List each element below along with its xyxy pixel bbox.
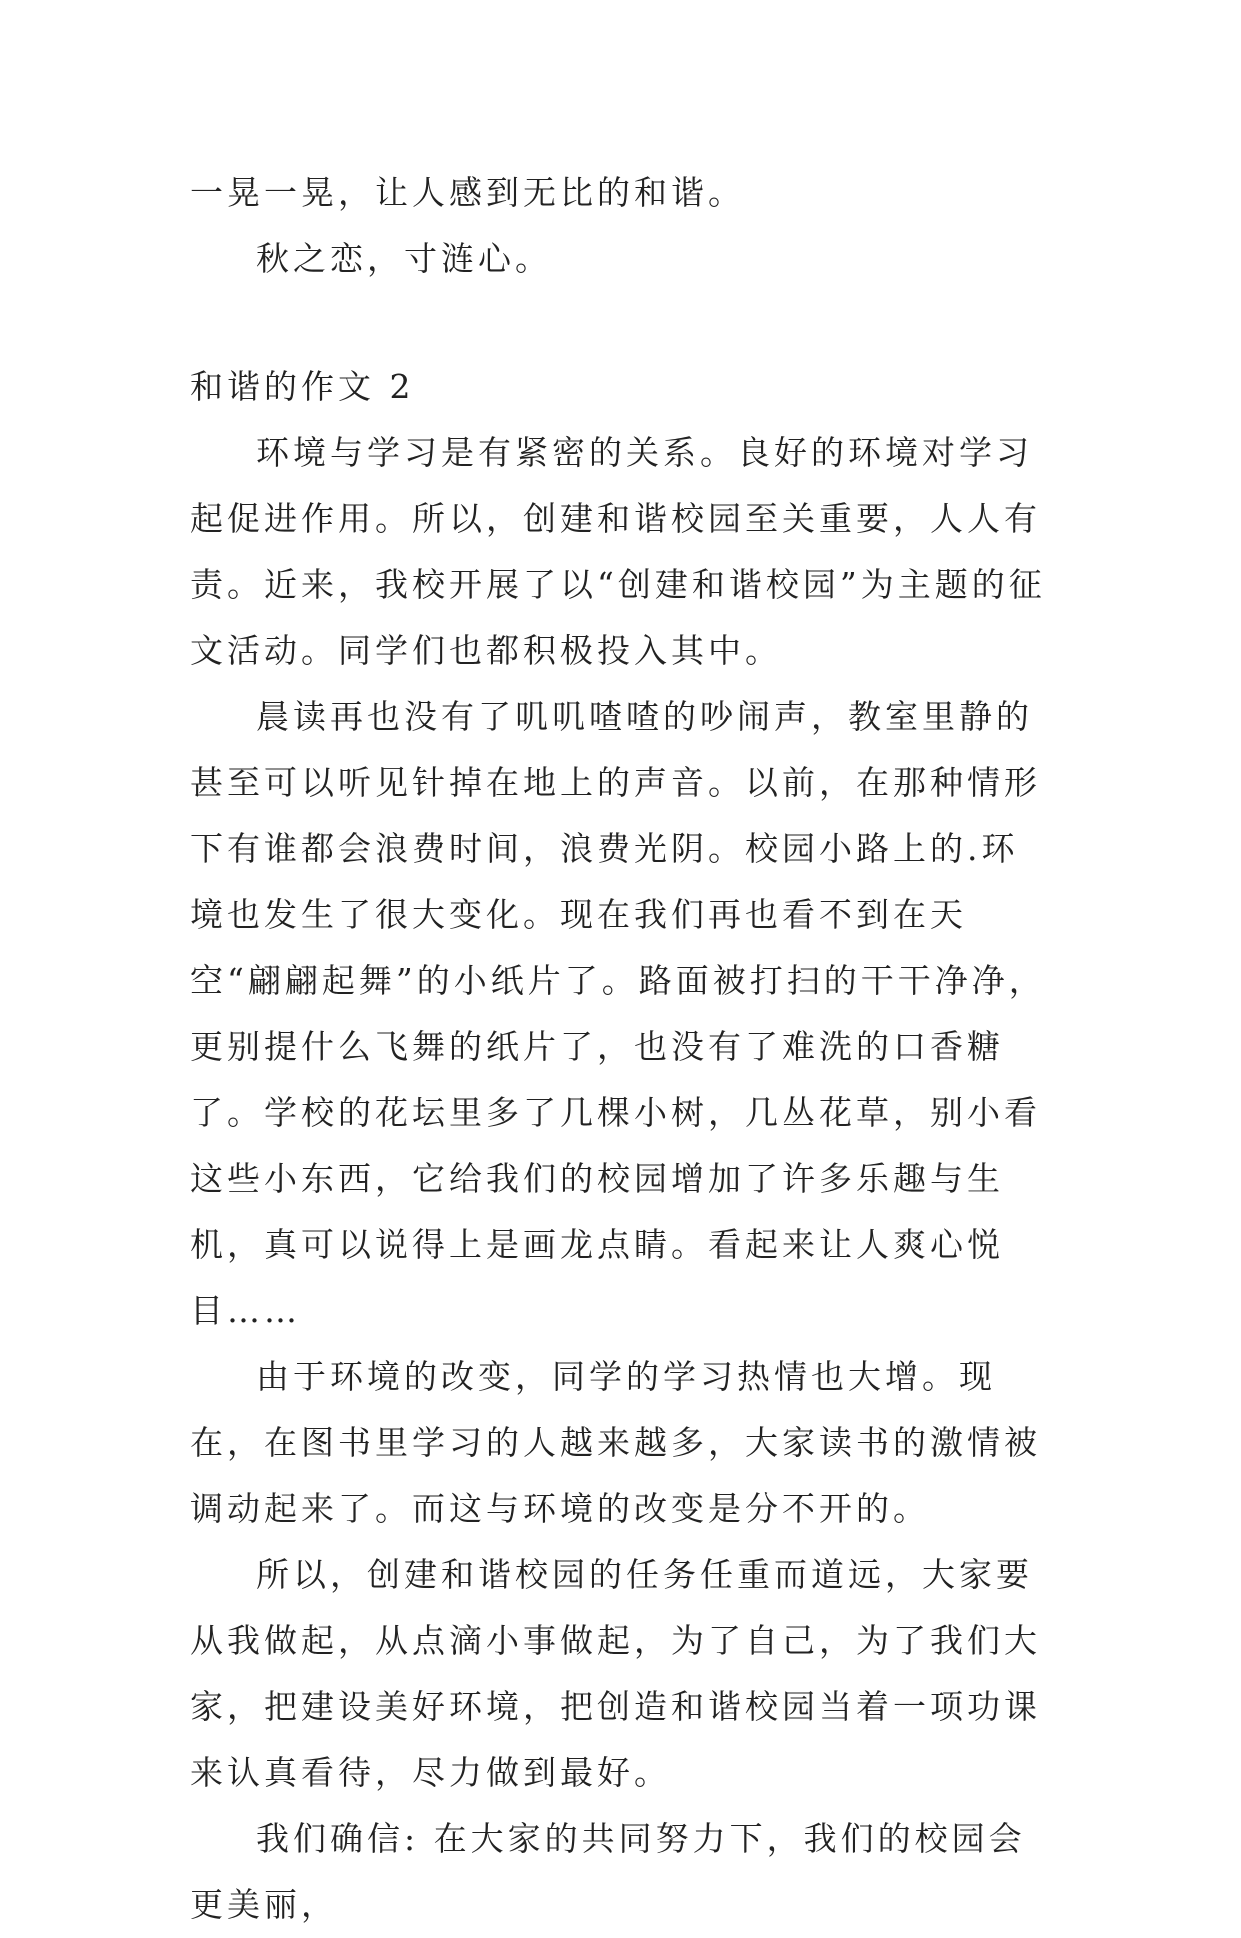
paragraph: 由于环境的改变，同学的学习热情也大增。现在，在图书里学习的人越来越多，大家读书的激情被调动起来了。而这与环境的改变是分不开的。 (190, 1357, 1041, 1528)
paragraph: 所以，创建和谐校园的任务任重而道远，大家要从我做起，从点滴小事做起，为了自己，为了我们大家，把建设美好环境，把创造和谐校园当着一项功课来认真看待，尽力做到最好。 (190, 1555, 1041, 1792)
document-body (190, 160, 1050, 1938)
section-title: 和谐的作文 2 (190, 367, 415, 406)
paragraph: 环境与学习是有紧密的关系。良好的环境对学习起促进作用。所以，创建和谐校园至关重要，人人有责。近来，我校开展了以“创建和谐校园”为主题的征文活动。同学们也都积极投入其中。 (190, 433, 1046, 670)
paragraph: 我们确信: 在大家的共同努力下，我们的校园会更美丽， (190, 1819, 1026, 1924)
paragraph: 晨读再也没有了叽叽喳喳的吵闹声，教室里静的甚至可以听见针掉在地上的声音。以前，在那种情形下有谁都会浪费时间，浪费光阴。校园小路上的.环境也发生了很大变化。现在我们再也看不到在天空“翩翩起舞”的小纸片了。路面被打扫的干干净净，更别提什么飞舞的纸片了，也没有了难洗的口香糖了。学校的花坛里多了几棵小树，几丛花草，别小看这些小东西，它给我们的校园增加了许多乐趣与生机，真可以说得上是画龙点睛。看起来让人爽心悦目…… (190, 697, 1046, 1330)
intro-line: 一晃一晃，让人感到无比的和谐。 (190, 173, 745, 212)
intro-line: 秋之恋，寸涟心。 (256, 239, 552, 278)
